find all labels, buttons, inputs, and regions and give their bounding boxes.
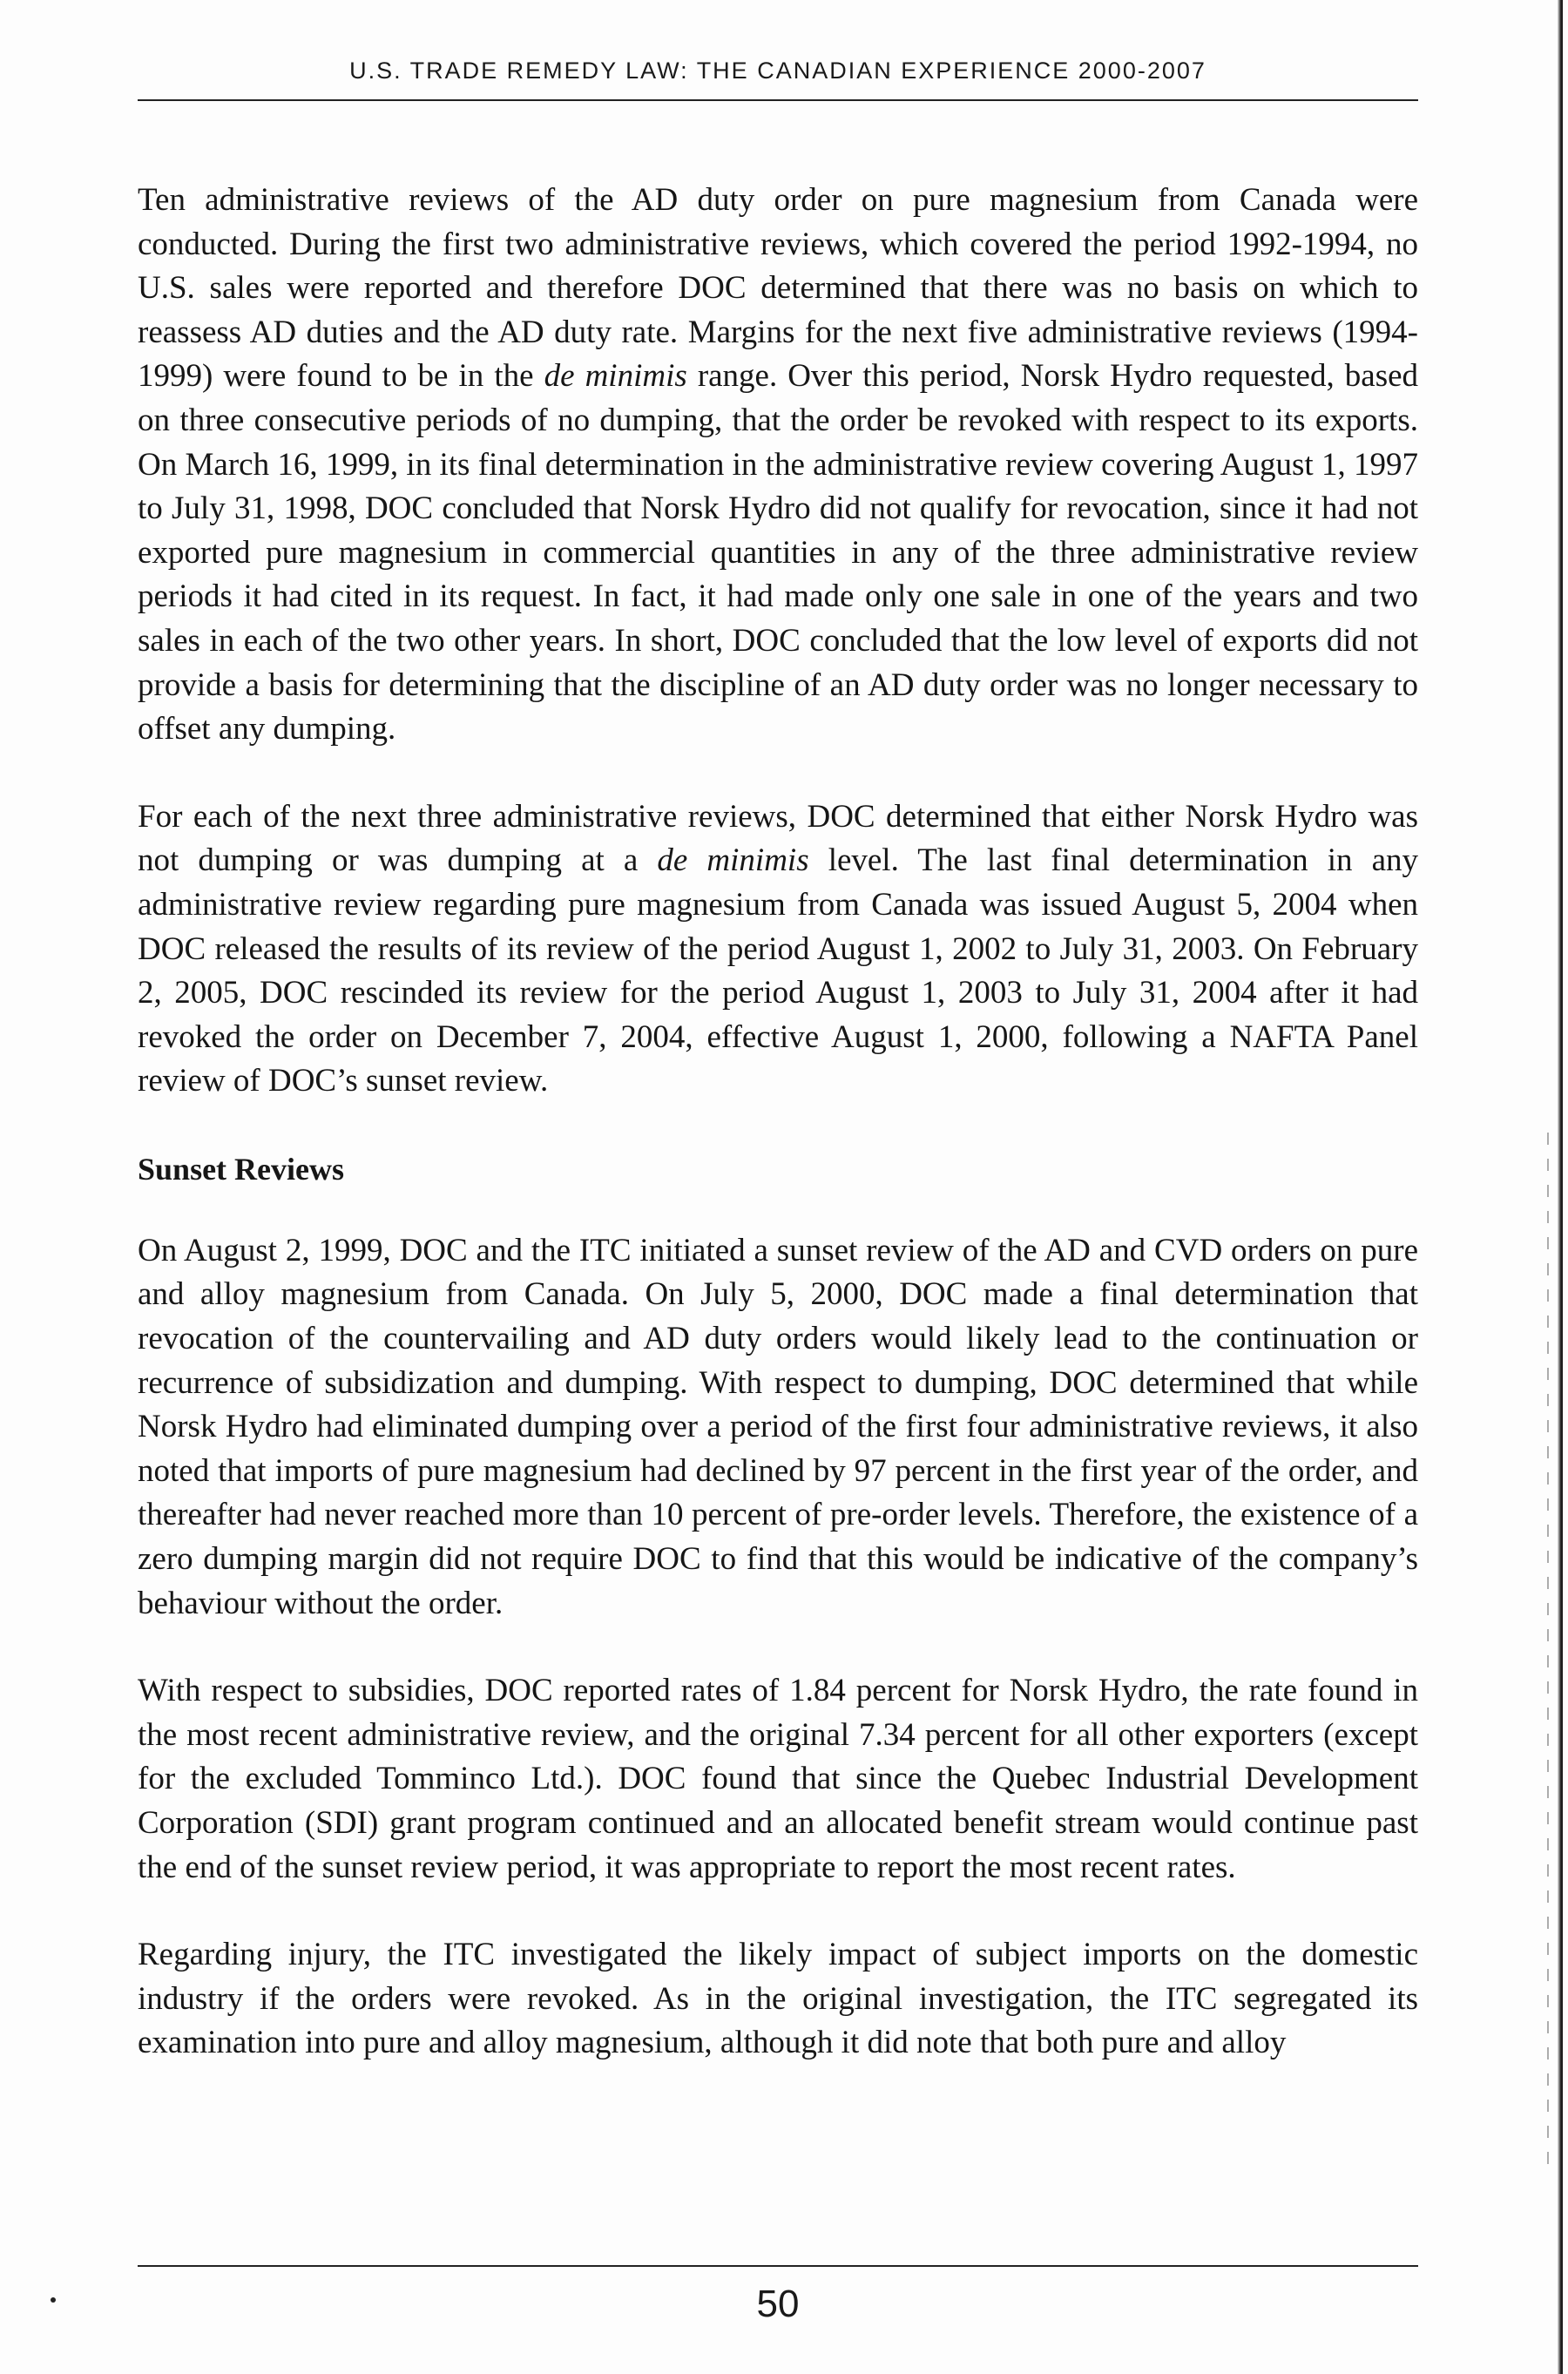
paragraph-text: Ten administrative reviews of the AD duty order on pure magnesium from Canada were conducted. During the first two administrative reviews, which covered the period 1992-1994, no U.S. sales were reported and therefore DOC determined that there was no basis on which to reassess AD duties and the AD duty rate. Margins for the next five administrative reviews (1994-1999) were found to be in the bbox=[138, 182, 1418, 395]
paragraph-injury bbox=[138, 1933, 1418, 2066]
footer-rule bbox=[138, 2265, 1418, 2267]
paragraph-next-reviews bbox=[138, 795, 1418, 1104]
paragraph-text: Regarding injury, the ITC investigated the likely impact of subject imports on the domestic industry if the orders were revoked. As in the original investigation, the ITC segregated its examination into pure and alloy magnesium, although it did note that both pure and alloy bbox=[138, 1937, 1418, 2061]
italic-term: de minimis bbox=[544, 358, 687, 395]
scan-edge-mark bbox=[1547, 1133, 1549, 2178]
paragraph-admin-reviews bbox=[138, 179, 1418, 752]
paragraph-sunset-initiation bbox=[138, 1229, 1418, 1626]
section-heading: Sunset Reviews bbox=[138, 1151, 345, 1187]
paragraph-text: On August 2, 1999, DOC and the ITC initiated a sunset review of the AD and CVD orders on pure and alloy magnesium from Canada. On July 5, 2000, DOC made a final determination that revocation of the countervailing and AD duty orders would likely lead to the continuation or recurrence of subsidization and dumping. With respect to dumping, DOC determined that while Norsk Hydro had eliminated dumping over a period of the first four administrative reviews, it also noted that imports of pure magnesium had declined by 97 percent in the first year of the order, and thereafter had never reached more than 10 percent of pre-order levels. Therefore, the existence of a zero dumping margin did not require DOC to find that this would be indicative of the company’s behaviour without the order. bbox=[138, 1232, 1418, 1621]
paragraph-text: range. Over this period, Norsk Hydro requested, based on three consecutive periods of no dumping, that the order be revoked with respect to its exports. On March 16, 1999, in its final determination in the administrative review covering August 1, 1997 to July 31, 1998, DOC concluded that Norsk Hydro did not qualify for revocation, since it had not exported pure magnesium in commercial quantities in any of the three administrative review periods it had cited in its request. In fact, it had made only one sale in one of the years and two sales in each of the two other years. In short, DOC concluded that the low level of exports did not provide a basis for determining that the discipline of an AD duty order was no longer necessary to offset any dumping. bbox=[138, 358, 1419, 747]
paragraph-text: For each of the next three administrative reviews, DOC determined that either Norsk Hydro was not dumping or was dumping at a bbox=[138, 798, 1418, 879]
paragraph-text: With respect to subsidies, DOC reported rates of 1.84 percent for Norsk Hydro, the rate found in the most recent administrative review, and the original 7.34 percent for all other exporters (except for the excluded Tomminco Ltd.). DOC found that since the Quebec Industrial Development Corporation (SDI) grant program continued and an allocated benefit stream would continue past the end of the sunset review period, it was appropriate to report the most recent rates. bbox=[138, 1673, 1418, 1885]
body-text bbox=[138, 179, 1418, 2109]
italic-term: de minimis bbox=[657, 842, 809, 879]
scan-edge-shadow bbox=[1558, 0, 1563, 2374]
header-rule bbox=[138, 99, 1418, 101]
scan-speck bbox=[51, 2297, 56, 2303]
paragraph-text: level. The last final determination in any administrative review regarding pure magnesium from Canada was issued August 5, 2004 when DOC released the results of its review of the period August 1, 2002 to July 31, 2003. On February 2, 2005, DOC rescinded its review for the period August 1, 2003 to July 31, 2004 after it had revoked the order on December 7, 2004, effective August 1, 2000, following a NAFTA Panel review of DOC’s sunset review. bbox=[138, 842, 1419, 1099]
running-header: U.S. TRADE REMEDY LAW: THE CANADIAN EXPERIENCE 2000-2007 bbox=[349, 57, 1206, 84]
paragraph-subsidies bbox=[138, 1669, 1418, 1890]
page-number: 50 bbox=[756, 2283, 800, 2325]
